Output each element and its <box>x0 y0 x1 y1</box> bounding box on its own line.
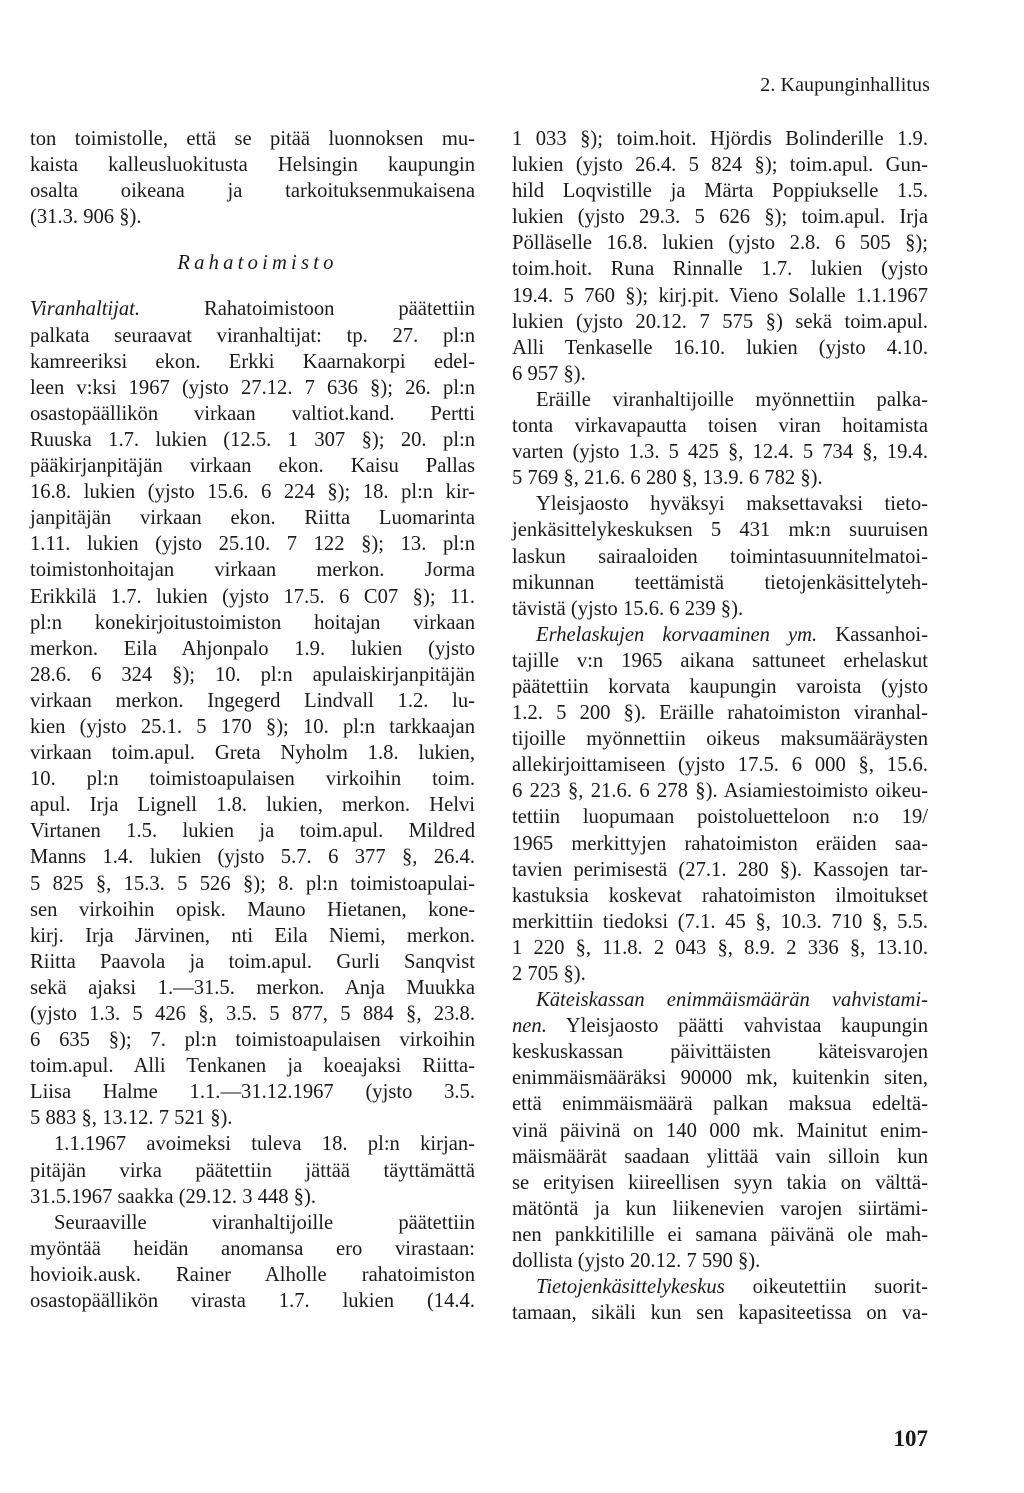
text-line: päätettiin korvata kaupungin varoista (yjsto <box>512 675 928 698</box>
text-line: 5 769 §, 21.6. 6 280 §, 13.9. 6 782 §). <box>512 467 823 490</box>
text-line: pitäjän virka päätettiin jättää täyttämättä <box>30 1159 475 1182</box>
text-line: 1.11. lukien (yjsto 25.10. 7 122 §); 13. pl:n <box>30 533 475 556</box>
text-line: toimistonhoitajan virkaan merkon. Jorma <box>30 559 475 582</box>
first-line-text: oikeutettiin suorit- <box>724 1276 928 1299</box>
text-line: Ruuska 1.7. lukien (12.5. 1 307 §); 20. pl:n <box>30 428 475 451</box>
text-line: 5 883 §, 13.12. 7 521 §). <box>30 1107 233 1130</box>
cash-limit-paragraph <box>512 1039 928 1274</box>
subheading: Viranhaltijat. <box>30 298 141 321</box>
text-line: 2 705 §). <box>512 963 586 985</box>
leave-paragraph <box>512 387 928 491</box>
text-line: merkon. Eila Ahjonpalo 1.9. lukien (yjsto <box>30 637 475 660</box>
text-line: Eräille viranhaltijoille myönnettiin palka- <box>536 388 928 411</box>
text-line: leen v:ksi 1967 (yjsto 27.12. 7 636 §); 26. pl:n <box>30 376 475 399</box>
text-line: jenkäsittelykeskuksen 5 431 mk:n suuruisen <box>512 519 928 542</box>
text-line: Pölläselle 16.8. lukien (yjsto 2.8. 6 505 §); <box>512 232 928 255</box>
text-line: vinä päivinä on 140 000 mk. Mainitut enim- <box>512 1119 928 1142</box>
text-line: palkata seuraavat viranhaltijat: tp. 27. pl:n <box>30 324 475 347</box>
text-line: nen pankkitilille ei samana päivänä ole mah- <box>512 1223 928 1246</box>
subheading: Erhelaskujen korvaaminen ym. <box>536 623 818 646</box>
text-line: Manns 1.4. lukien (yjsto 5.7. 6 377 §, 26.4. <box>30 846 475 869</box>
text-line: apul. Irja Lignell 1.8. lukien, merkon. Helvi <box>30 794 475 817</box>
subheading: Käteiskassan enimmäismäärän vahvistami- <box>536 989 928 1012</box>
resignation-continued-paragraph <box>512 126 928 387</box>
text-line: (yjsto 1.3. 5 426 §, 3.5. 5 877, 5 884 §, 23.8. <box>30 1003 475 1025</box>
text-line: 1.2. 5 200 §). Eräille rahatoimiston viranhal- <box>512 702 928 725</box>
data-center-paragraph <box>512 1300 928 1326</box>
page-number: 107 <box>893 1426 928 1451</box>
text-line: sen virkoihin opisk. Mauno Hietanen, kone- <box>30 898 475 921</box>
text-line: pääkirjanpitäjän virkaan ekon. Kaisu Pallas <box>30 455 475 478</box>
text-line: virkaan toim.apul. Greta Nyholm 1.8. lukien, <box>30 742 475 765</box>
first-line-text: Kassanhoi- <box>817 623 928 646</box>
text-line: laskun sairaaloiden toimintasuunnitelmatoi- <box>512 545 928 568</box>
text-line: tijoille myönnettiin oikeus maksumääräysten <box>512 728 928 751</box>
subheading-line <box>512 987 928 1013</box>
text-line: 1965 merkittyjen rahatoimiston eräiden saa- <box>512 832 928 855</box>
text-line: 28.6. 6 324 §); 10. pl:n apulaiskirjanpitäjän <box>30 663 475 686</box>
text-line: 1 220 §, 11.8. 2 043 §, 8.9. 2 336 §, 13.10. <box>512 936 928 959</box>
text-line: lukien (yjsto 29.3. 5 626 §); toim.apul. Irja <box>512 206 928 229</box>
text-line: osastopäällikön virasta 1.7. lukien (14.4. <box>30 1290 475 1313</box>
text-line: mikunnan teettämistä tietojenkäsittelyteh- <box>512 571 928 594</box>
invoice-paragraph <box>512 491 928 621</box>
text-line: 6 957 §). <box>512 362 586 385</box>
text-line: 1 033 §); toim.hoit. Hjördis Bolinderille 1.9. <box>512 128 928 150</box>
text-line: että enimmäismäärä palkan maksua edeltä- <box>512 1093 928 1116</box>
intro-paragraph <box>30 126 475 230</box>
text-line: lukien (yjsto 26.4. 5 824 §); toim.apul. Gun- <box>512 154 928 177</box>
text-line: 10. pl:n toimistoapulaisen virkoihin toim. <box>30 768 475 791</box>
text-line: tavien perimisestä (27.1. 280 §). Kassojen tar- <box>512 858 928 881</box>
text-line: Alli Tenkaselle 16.10. lukien (yjsto 4.10. <box>512 336 928 359</box>
first-line-text: Rahatoimistoon päätettiin <box>140 298 475 321</box>
text-line: mätöntä ja kun liikenevien varojen siirtämi- <box>512 1197 928 1220</box>
text-line: Erikkilä 1.7. lukien (yjsto 17.5. 6 C07 §); 11. <box>30 585 475 608</box>
officials-paragraph <box>30 323 475 1132</box>
text-line: kaista kalleusluokitusta Helsingin kaupungin <box>30 154 475 177</box>
text-line: myöntää heidän anomansa ero virastaan: <box>30 1237 475 1260</box>
text-line: sekä ajaksi 1.—31.5. merkon. Anja Muukka <box>30 976 475 999</box>
paragraph-first-line <box>30 296 475 322</box>
paragraph-first-line <box>512 622 928 648</box>
left-column <box>30 126 475 1314</box>
text-line: 1.1.1967 avoimeksi tuleva 18. pl:n kirjan- <box>54 1133 475 1156</box>
paragraph-first-line <box>512 1013 928 1039</box>
text-line: tajille v:n 1965 aikana sattuneet erhelaskut <box>512 649 928 672</box>
text-line: tettiin luopumaan poistoluetteloon n:o 19/ <box>512 806 928 829</box>
text-line: lukien (yjsto 20.12. 7 575 §) sekä toim.apul. <box>512 310 928 333</box>
text-line: hild Loqvistille ja Märta Poppiukselle 1.5. <box>512 180 928 203</box>
text-line: tamaan, sikäli kun sen kapasiteetissa on va- <box>512 1302 928 1325</box>
text-line: osastopäällikön virkaan valtiot.kand. Pertti <box>30 402 475 425</box>
resignation-paragraph <box>30 1210 475 1314</box>
text-line: dollista (yjsto 20.12. 7 590 §). <box>512 1250 761 1273</box>
text-line: janpitäjän virkaan ekon. Riitta Luomarinta <box>30 507 475 530</box>
right-column <box>512 126 928 1326</box>
text-line: mäismäärät saadaan ylittää vain silloin kun <box>512 1145 928 1168</box>
vacancy-paragraph <box>30 1131 475 1209</box>
text-line: kastuksia koskevat rahatoimiston ilmoitukset <box>512 884 928 907</box>
text-line: Liisa Halme 1.1.—31.12.1967 (yjsto 3.5. <box>30 1081 475 1104</box>
first-line-text: Yleisjaosto päätti vahvistaa kaupungin <box>546 1015 928 1038</box>
text-line: hovioik.ausk. Rainer Alholle rahatoimiston <box>30 1263 475 1286</box>
text-line: kamreeriksi ekon. Erkki Kaarnakorpi edel- <box>30 350 475 373</box>
text-line: Riitta Paavola ja toim.apul. Gurli Sanqvist <box>30 950 475 973</box>
text-line: ton toimistolle, että se pitää luonnoksen mu- <box>30 128 475 150</box>
text-line: Seuraaville viranhaltijoille päätettiin <box>54 1211 475 1234</box>
text-line: toim.hoit. Runa Rinnalle 1.7. lukien (yjsto <box>512 258 928 281</box>
text-line: tävistä (yjsto 15.6. 6 239 §). <box>512 597 744 620</box>
text-line: tonta virkavapautta toisen viran hoitamista <box>512 415 928 438</box>
running-header: 2. Kaupunginhallitus <box>760 74 930 96</box>
text-line: kirj. Irja Järvinen, nti Eila Niemi, merkon. <box>30 924 475 947</box>
text-line: osalta oikeana ja tarkoituksenmukaisena <box>30 180 475 203</box>
paragraph-first-line <box>512 1274 928 1300</box>
text-line: merkittiin tiedoksi (7.1. 45 §, 10.3. 710 §, 5.5. <box>512 910 928 933</box>
subheading: Tietojenkäsittelykeskus <box>536 1276 725 1299</box>
text-line: se erityisen kiireellisen syyn takia on välttä- <box>512 1171 928 1194</box>
text-line: varten (yjsto 1.3. 5 425 §, 12.4. 5 734 §, 19.4. <box>512 441 928 464</box>
text-line: virkaan merkon. Ingegerd Lindvall 1.2. lu- <box>30 689 475 712</box>
text-line: Yleisjaosto hyväksyi maksettavaksi tieto- <box>536 493 928 516</box>
subheading: nen. <box>512 1015 547 1038</box>
text-line: 6 223 §, 21.6. 6 278 §). Asiamiestoimisto oikeu- <box>512 780 928 803</box>
text-line: 6 635 §); 7. pl:n toimistoapulaisen virkoihin <box>30 1029 475 1052</box>
text-line: Virtanen 1.5. lukien ja toim.apul. Mildred <box>30 820 475 843</box>
error-compensation-paragraph <box>512 648 928 987</box>
text-line: 16.8. lukien (yjsto 15.6. 6 224 §); 18. pl:n kir- <box>30 481 475 504</box>
text-line: toim.apul. Alli Tenkanen ja koeajaksi Riitta- <box>30 1055 475 1078</box>
text-line: keskuskassan päivittäisten käteisvarojen <box>512 1041 928 1064</box>
text-line: (31.3. 906 §). <box>30 206 142 229</box>
text-line: 19.4. 5 760 §); kirj.pit. Vieno Solalle 1.1.1967 <box>512 284 928 307</box>
text-line: 5 825 §, 15.3. 5 526 §); 8. pl:n toimistoapulai- <box>30 872 475 895</box>
text-line: allekirjoittamiseen (yjsto 17.5. 6 000 §, 15.6. <box>512 754 928 777</box>
text-line: 31.5.1967 saakka (29.12. 3 448 §). <box>30 1185 316 1208</box>
text-line: enimmäismääräksi 90000 mk, kuitenkin siten, <box>512 1067 928 1090</box>
section-heading: Rahatoimisto <box>177 252 338 275</box>
text-line: pl:n konekirjoitustoimiston hoitajan virkaan <box>30 611 475 634</box>
text-line: kien (yjsto 25.1. 5 170 §); 10. pl:n tarkkaajan <box>30 715 475 738</box>
